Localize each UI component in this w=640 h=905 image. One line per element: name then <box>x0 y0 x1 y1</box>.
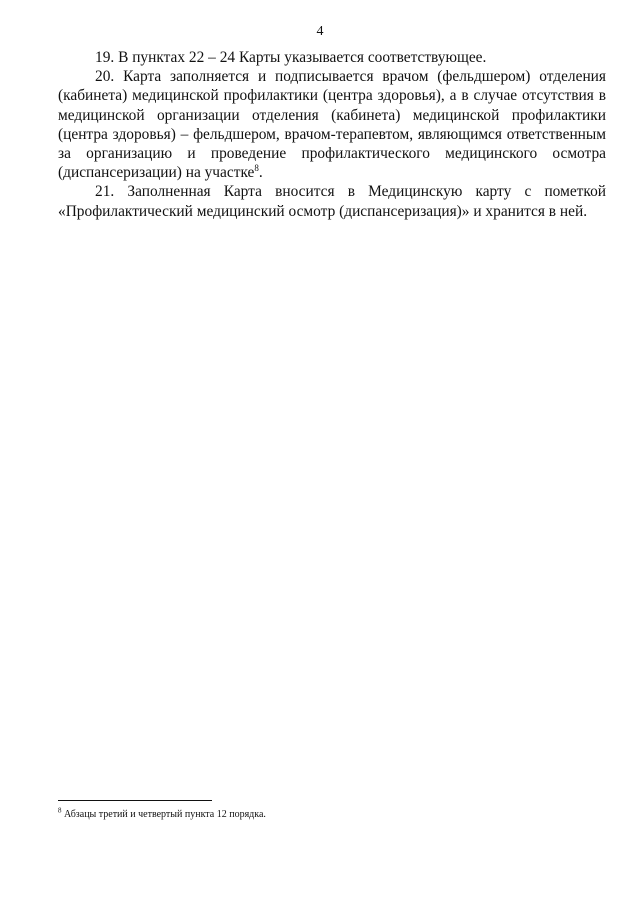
page-number: 4 <box>316 24 324 39</box>
paragraph-21-text: 21. Заполненная Карта вносится в Медицинскую карту с пометкой «Профилактический медицинский осмотр (диспансеризация)» и хранится в ней. <box>58 183 606 220</box>
paragraph-20-text: 20. Карта заполняется и подписывается врачом (фельдшером) отделения (кабинета) медицинской профилактики (центра здоровья), а в случае отсутствия в медицинской организации отделения (кабинета) медицинской профилактики (центра здоровья) – фельдшером, врачом-терапевтом, являющимся ответственным за организацию и проведение профилактического медицинского осмотра (диспансеризации) на участке <box>58 68 606 182</box>
paragraph-19-text: 19. В пунктах 22 – 24 Карты указывается соответствующее. <box>95 49 487 66</box>
paragraph-20-tail: . <box>258 164 263 182</box>
footnote-text: Абзацы третий и четвертый пункта 12 порядка. <box>61 809 266 820</box>
paragraph-20 <box>58 67 606 182</box>
footnote-separator <box>58 800 212 801</box>
document-body <box>58 48 606 221</box>
footnote <box>58 808 606 821</box>
paragraph-21 <box>58 182 606 220</box>
footnote-reference: 8 <box>254 163 259 174</box>
footnote-marker: 8 <box>58 806 62 815</box>
paragraph-19 <box>58 48 606 67</box>
